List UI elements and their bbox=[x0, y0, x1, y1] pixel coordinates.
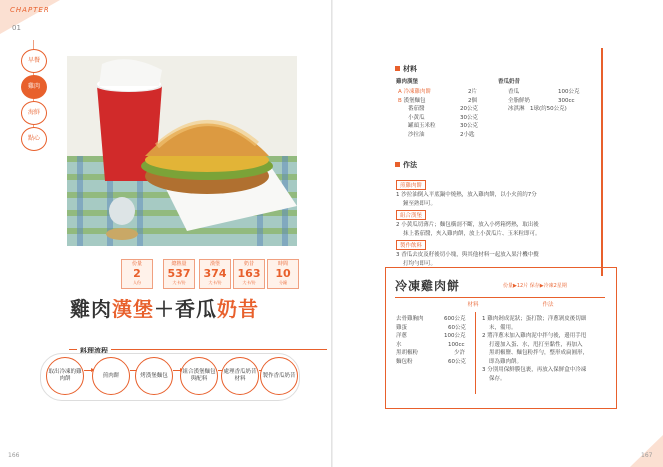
frozen-method-list: 1 雞肉剁成泥狀；蛋打散；洋蔥剝皮後切細 末，備用。 2 將洋蔥末加入雞肉泥中拌勻後，邊用手甩 打邊加入蛋、水，甩打至黏性，再加入 黑胡椒鹽、麵包粉拌勻，整形成扁圓形， 即為雞肉餅。 3 分別用保鮮膜包裹，再放入保鮮盒中冷凍 保存。 bbox=[482, 316, 589, 382]
stat-total-calories: 總熱量 537 大卡/份 bbox=[163, 259, 195, 289]
frozen-patty-title: 冷凍雞肉餅 bbox=[395, 279, 461, 293]
page-number-right: 167 bbox=[641, 452, 653, 459]
burger-materials-title: 雞肉漢堡 bbox=[396, 79, 419, 85]
chapter-label: CHAPTER bbox=[10, 6, 50, 14]
tab-materials: 材料 bbox=[467, 302, 479, 308]
shake-materials-list: 香瓜 100公克 全脂鮮奶 300cc 冰淇淋 1球(約50公克) bbox=[508, 89, 580, 112]
frozen-patty-meta: 份量▶12片 保存▶冷凍2星期 bbox=[503, 283, 567, 289]
shake-materials-title: 香瓜奶昔 bbox=[498, 79, 521, 85]
flow-step-2: 煎肉餅 bbox=[92, 357, 130, 395]
flow-step-5: 處理香瓜奶昔材料 bbox=[221, 357, 259, 395]
flow-step-6: 製作香瓜奶昔 bbox=[260, 357, 298, 395]
panel-tabs bbox=[453, 301, 613, 309]
nav-item-breakfast[interactable]: 早餐 bbox=[21, 49, 47, 73]
stat-time: 時間 10 分鐘 bbox=[267, 259, 299, 289]
flow-heading: 料理流程 bbox=[77, 346, 111, 356]
flow-step-1: 取出冷凍的雞肉餅 bbox=[46, 357, 84, 395]
section-marker-icon bbox=[395, 66, 400, 71]
method-group-2: 組合漢堡 2 小黃瓜切薄片；麵包橫剖不斷，放入小烤箱烤熱，取出後 抹上番茄醬，夾入雞肉餅，放上小黃瓜片、玉米粒即可。 bbox=[396, 202, 541, 238]
nav-item-snack[interactable]: 點心 bbox=[21, 127, 47, 151]
stat-burger-calories: 漢堡 374 大卡/份 bbox=[199, 259, 231, 289]
nav-item-chicken[interactable]: 雞肉 bbox=[21, 75, 47, 99]
accent-bar bbox=[601, 48, 603, 276]
recipe-title: 雞肉漢堡＋香瓜奶昔 bbox=[70, 297, 259, 321]
method-group-1: 煎雞肉餅 1 沙拉油倒入平底鍋中燒熱，放入雞肉餅，以小火煎約7分 鐘至熟即可。 bbox=[396, 172, 537, 208]
materials-heading: 材料 bbox=[395, 64, 417, 74]
flow-step-4: 組合漢堡麵包與配料 bbox=[180, 357, 218, 395]
section-marker-icon bbox=[395, 162, 400, 167]
panel-column-divider bbox=[475, 312, 476, 394]
method-heading: 作法 bbox=[395, 160, 417, 170]
tab-method: 作法 bbox=[542, 302, 554, 308]
nav-item-seafood[interactable]: 海鮮 bbox=[21, 101, 47, 125]
method-group-3: 製作飲料 3 香瓜去皮及籽後切小塊，與其他材料一起放入果汁機中攪 打均勻即可。 bbox=[396, 232, 539, 268]
flow-step-3: 烤漢堡麵包 bbox=[135, 357, 173, 395]
corner-decoration bbox=[630, 435, 663, 467]
burger-photo bbox=[67, 56, 297, 246]
burger-materials-list: A 冷凍雞肉餅 2片 B 漢堡麵包 2個 番茄醬 20公克 小黃瓜 30公克 罐頭玉米粒 30公克 沙拉油 2小匙 bbox=[398, 89, 478, 138]
stat-shake-calories: 奶昔 163 大卡/份 bbox=[233, 259, 265, 289]
book-spine bbox=[331, 0, 333, 467]
chapter-number: 01 bbox=[12, 24, 21, 32]
stat-servings: 份量 2 人份 bbox=[121, 259, 153, 289]
page-number-left: 166 bbox=[8, 452, 20, 459]
frozen-ingredients-list: 去骨雞胸肉 600公克 雞蛋 60公克 洋蔥 100公克 水 100cc 黑胡椒粉 少許 麵包粉 60公克 bbox=[396, 316, 466, 365]
panel-divider bbox=[395, 297, 605, 298]
